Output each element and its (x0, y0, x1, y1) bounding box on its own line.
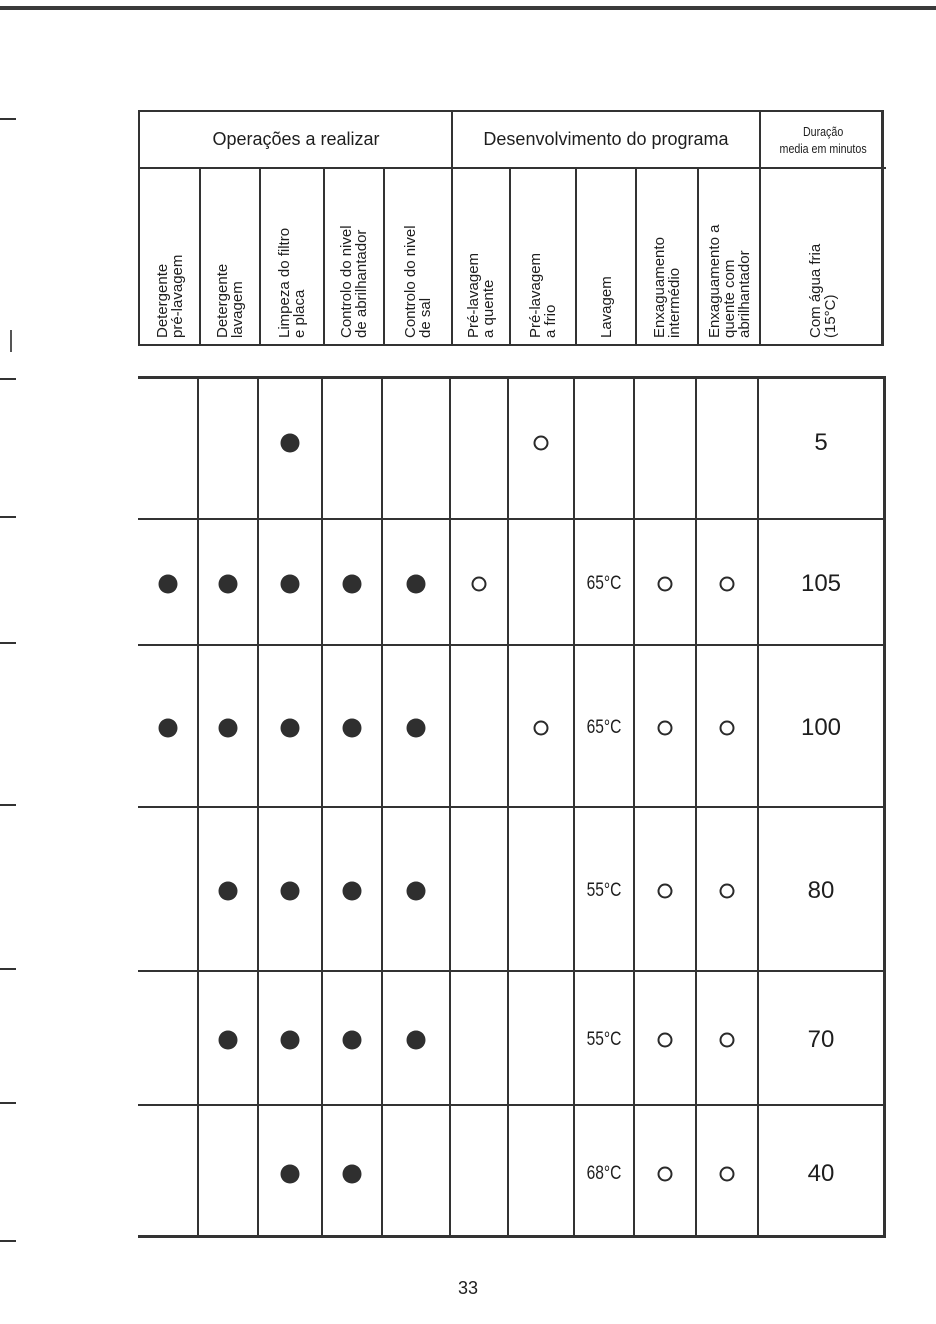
open-circle-icon (720, 1166, 735, 1181)
row-divider (138, 970, 883, 972)
row-divider (138, 518, 883, 520)
filled-dot-icon (219, 719, 238, 738)
top-rule (0, 6, 936, 10)
wash-temperature: 68°C (586, 1162, 622, 1184)
margin-rule (0, 378, 16, 380)
table-header (138, 110, 884, 346)
filled-dot-icon (407, 882, 426, 901)
open-circle-icon (720, 884, 735, 899)
header-column-divider (635, 169, 637, 346)
column-heading: Detergente pré-lavagem (154, 254, 186, 338)
filled-dot-icon (407, 1031, 426, 1050)
margin-rule (0, 804, 16, 806)
open-circle-icon (658, 721, 673, 736)
wash-temperature: 65°C (586, 573, 622, 594)
wash-temperature: 55°C (586, 1029, 622, 1050)
duration-value: 105 (800, 570, 842, 597)
open-circle-icon (472, 577, 487, 592)
filled-dot-icon (281, 719, 300, 738)
filled-dot-icon (343, 882, 362, 901)
open-circle-icon (720, 721, 735, 736)
filled-dot-icon (281, 1164, 300, 1183)
header-column-divider (259, 169, 261, 346)
programme-table-body (138, 376, 886, 1238)
header-group-divider (759, 112, 761, 346)
margin-rule (0, 968, 16, 970)
open-circle-icon (658, 577, 673, 592)
filled-dot-icon (159, 719, 178, 738)
column-heading: Detergente lavagem (214, 263, 246, 338)
wash-temperature: 55°C (586, 880, 622, 901)
column-heading: Limpeza do filtro e placa (276, 227, 308, 338)
filled-dot-icon (159, 575, 178, 594)
margin-rule (0, 1240, 16, 1242)
open-circle-icon (658, 884, 673, 899)
open-circle-icon (720, 1033, 735, 1048)
margin-tick (10, 330, 12, 352)
header-column-divider (575, 169, 577, 346)
duration-value: 5 (814, 429, 828, 456)
duration-value: 80 (807, 877, 835, 904)
margin-rule (0, 642, 16, 644)
column-heading: Enxaguamento intermédio (651, 237, 683, 338)
row-divider (138, 1104, 883, 1106)
column-heading: Pré-lavagem a frio (527, 252, 559, 338)
filled-dot-icon (343, 575, 362, 594)
filled-dot-icon (281, 882, 300, 901)
filled-dot-icon (219, 882, 238, 901)
filled-dot-icon (281, 1031, 300, 1050)
open-circle-icon (534, 436, 549, 451)
column-heading: Pré-lavagem a quente (465, 252, 497, 338)
header-column-divider (199, 169, 201, 346)
filled-dot-icon (343, 1031, 362, 1050)
page-number: 33 (457, 1278, 479, 1298)
open-circle-icon (720, 577, 735, 592)
open-circle-icon (658, 1033, 673, 1048)
header-column-divider (509, 169, 511, 346)
filled-dot-icon (219, 575, 238, 594)
column-heading: Com água fria (15°C) (807, 243, 839, 338)
open-circle-icon (658, 1166, 673, 1181)
duration-value: 100 (800, 714, 842, 741)
filled-dot-icon (343, 719, 362, 738)
header-group-divider (451, 112, 453, 346)
filled-dot-icon (219, 1031, 238, 1050)
margin-rule (0, 1102, 16, 1104)
wash-temperature: 65°C (586, 717, 622, 738)
duration-value: 40 (807, 1159, 835, 1187)
column-heading: Lavagem (598, 276, 615, 338)
column-heading: Enxaguamento a quente com abrilhantador (706, 224, 753, 338)
filled-dot-icon (407, 575, 426, 594)
margin-rule (0, 516, 16, 518)
header-column-divider (697, 169, 699, 346)
group-duration-label: Duração media em minutos (779, 123, 867, 156)
duration-value: 70 (807, 1026, 835, 1053)
column-heading: Controlo do nivel de sal (402, 225, 434, 338)
margin-rule (0, 118, 16, 120)
column-heading: Controlo do nivel de abrilhantador (338, 225, 370, 338)
row-divider (138, 806, 883, 808)
row-divider (138, 644, 883, 646)
filled-dot-icon (407, 719, 426, 738)
header-column-divider (383, 169, 385, 346)
filled-dot-icon (281, 434, 300, 453)
open-circle-icon (534, 721, 549, 736)
group-programme: Desenvolvimento do programa (452, 112, 760, 169)
filled-dot-icon (281, 575, 300, 594)
header-column-divider (323, 169, 325, 346)
group-operations: Operações a realizar (140, 112, 452, 169)
filled-dot-icon (343, 1164, 362, 1183)
